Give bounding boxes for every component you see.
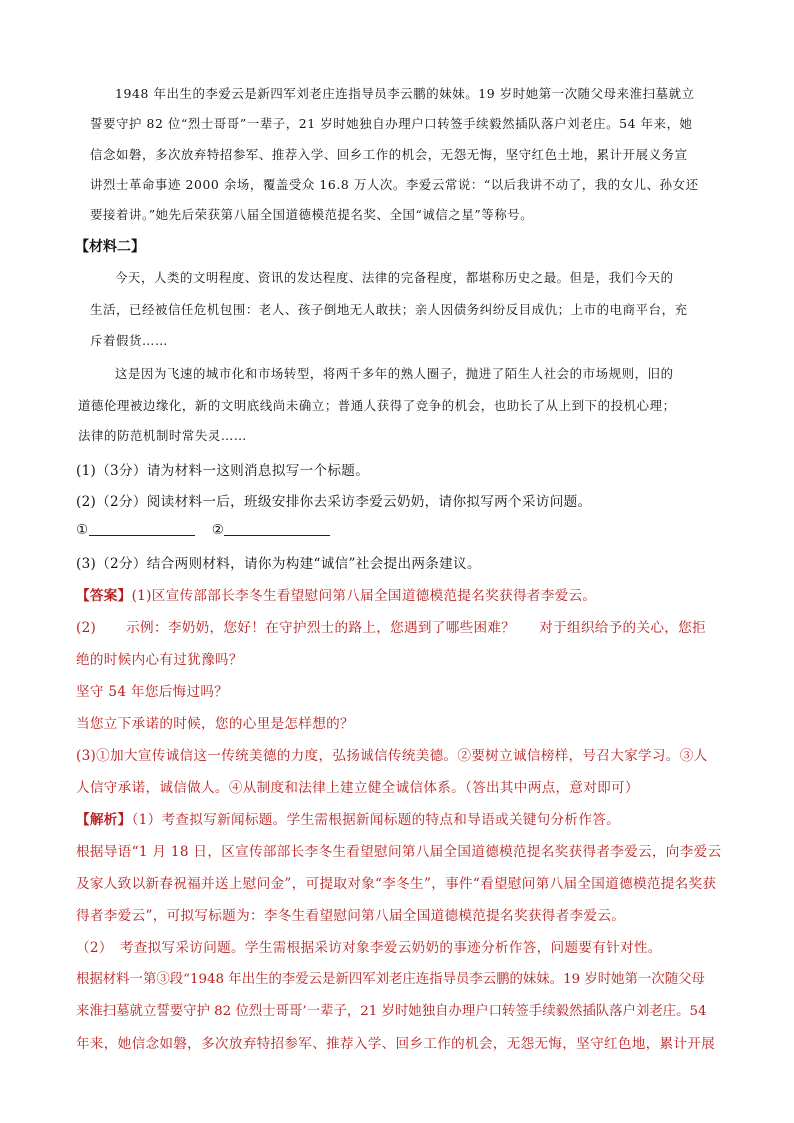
blank2-marker: ②	[211, 522, 225, 538]
material1-line: 讲烈士革命事迹 2000 余场，覆盖受众 16.8 万人次。李爱云常说：“以后我讲不动了，我的女儿、孙女还	[90, 177, 699, 192]
analysis-2-line: 根据导语“1 月 18 日，区宣传部部长李冬生看望慰问第八届全国道德模范提名奖获得者李爱云，向李爱云	[76, 844, 722, 860]
answer-blanks	[76, 521, 330, 538]
blank1-line	[89, 521, 195, 536]
material1-line: 1948 年出生的李爱云是新四军刘老庄连指导员李云鹏的妹妹。19 岁时她第一次随父母来淮扫墓就立	[115, 86, 695, 101]
material2-heading: 【材料二】	[75, 239, 145, 255]
material2-line: 斥着假货……	[90, 333, 168, 348]
analysis-3: （2） 考查拟写采访问题。学生需根据采访对象李爱云奶奶的事迹分析作答，问题要有针对性。	[76, 940, 662, 956]
question-3: (3)（2分）结合两则材料，请你为构建“诚信”社会提出两条建议。	[76, 556, 481, 572]
answer-2-line4: 当您立下承诺的时候，您的心里是怎样想的？	[76, 716, 354, 732]
material2-line: 这是因为飞速的城市化和市场转型，将两千多年的熟人圈子，抛进了陌生人社会的市场规则，旧的	[115, 366, 674, 381]
material2-line: 今天，人类的文明程度、资讯的发达程度、法律的完备程度，都堪称历史之最。但是，我们今天的	[115, 270, 674, 285]
material1-line: 要接着讲。”她先后荣获第八届全国道德模范提名奖、全国“诚信之星”等称号。	[90, 207, 534, 222]
blank1-marker: ①	[76, 522, 89, 538]
answer-2-number: (2)	[76, 620, 97, 636]
analysis-1	[76, 808, 620, 828]
blank2-line	[224, 521, 330, 536]
analysis-4-line: 根据材料一第③段“1948 年出生的李爱云是新四军刘老庄连指导员李云鹏的妹妹。19 岁时她第一次随父母	[76, 972, 705, 987]
answer-2-line2: 绝的时候内心有过犹豫吗？	[76, 652, 243, 668]
analysis-4-line: 年来，她信念如磐，多次放弃特招参军、推荐入学、回乡工作的机会，无怨无悔，坚守红色地，累计开展	[76, 1036, 716, 1052]
answer-3-line1: (3)①加大宣传诚信这一传统美德的力度，弘扬诚信传统美德。②要树立诚信榜样，号召大家学习。③人	[76, 748, 708, 764]
question-2: (2)（2分）阅读材料一后，班级安排你去采访李爱云奶奶，请你拟写两个采访问题。	[76, 494, 592, 510]
material2-line: 法律的防范机制时常失灵……	[78, 428, 247, 443]
answer-1	[76, 584, 596, 604]
answer-tag: 【答案】	[76, 588, 132, 604]
answer-2-text-b: 对于组织给予的关心，您拒	[539, 620, 706, 636]
material1-line: 誓要守护 82 位“烈士哥哥”一辈子，21 岁时她独自办理户口转签手续毅然插队落户刘老庄。54 年来，她	[90, 116, 693, 131]
material2-line: 生活，已经被信任危机包围：老人、孩子倒地无人敢扶；亲人因债务纠纷反目成仇；上市的电商平台，充	[90, 302, 688, 317]
answer-3-line2: 人信守承诺，诚信做人。④从制度和法律上建立健全诚信体系。（答出其中两点，意对即可）	[76, 780, 639, 796]
analysis-2-line: 及家人致以新春祝福并送上慰问金”，可提取对象“李冬生”，事件“看望慰问第八届全国道德模范提名奖获	[76, 876, 717, 892]
analysis-2-line: 得者李爱云”，可拟写标题为：李冬生看望慰问第八届全国道德模范提名奖获得者李爱云。	[76, 908, 626, 924]
answer-1-text: (1)区宣传部部长李冬生看望慰问第八届全国道德模范提名奖获得者李爱云。	[131, 588, 597, 604]
answer-2-line3: 坚守 54 年您后悔过吗？	[76, 684, 229, 700]
material1-line: 信念如磐，多次放弃特招参军、推荐入学、回乡工作的机会，无怨无悔，坚守红色土地，累计开展义务宣	[90, 147, 688, 162]
analysis-1-text: （1）考查拟写新闻标题。学生需根据新闻标题的特点和导语或关键句分析作答。	[131, 812, 621, 828]
answer-2-text: 示例：李奶奶，您好！在守护烈士的路上，您遇到了哪些困难？	[126, 620, 516, 636]
analysis-tag: 【解析】	[76, 812, 132, 828]
analysis-4-line: 来淮扫墓就立誓要守护 82 位烈士哥哥’一辈子，21 岁时她独自办理户口转签手续毅然插队落户刘老庄。54	[76, 1004, 707, 1019]
material2-line: 道德伦理被边缘化，新的文明底线尚未确立；普通人获得了竞争的机会，也助长了从上到下的投机心理；	[78, 398, 676, 413]
answer-2-line1	[76, 616, 706, 636]
question-1: (1)（3分）请为材料一这则消息拟写一个标题。	[76, 463, 370, 479]
